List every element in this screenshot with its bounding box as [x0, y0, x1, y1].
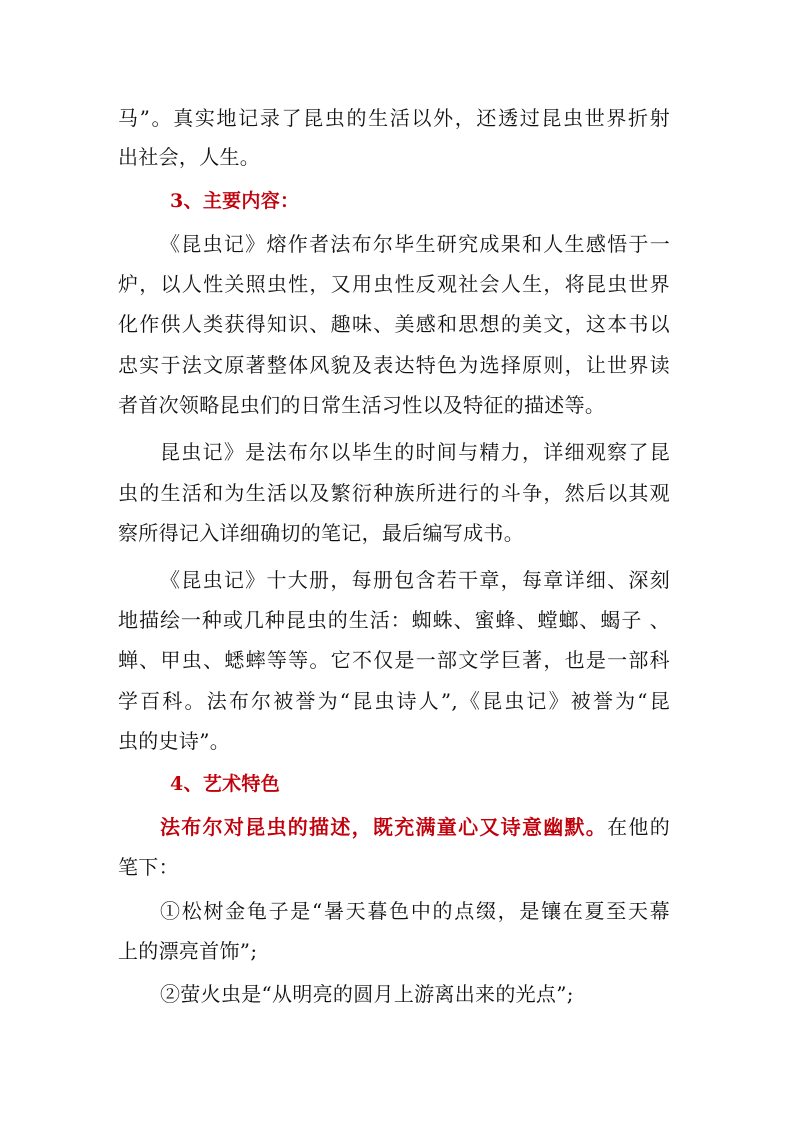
paragraph-2-line-1: 昆虫记》是法布尔以毕生的时间与精力，详细观察了昆: [160, 440, 670, 464]
paragraph-1-line-3: 化作供人类获得知识、趣味、美感和思想的美文，这本书以: [118, 312, 670, 336]
paragraph-1-line-2: 炉，以人性关照虫性，又用虫性反观社会人生，将昆虫世界: [118, 272, 670, 296]
paragraph-4-line-2: 笔下：: [118, 855, 179, 879]
paragraph-2-line-3: 察所得记入详细确切的笔记，最后编写成书。: [118, 521, 524, 545]
emphasis-text: 法布尔对昆虫的描述，既充满童心又诗意幽默。: [160, 815, 608, 839]
paragraph-3-line-4: 学百科。法布尔被誉为“昆虫诗人”,《昆虫记》被誉为“昆: [118, 689, 670, 713]
paragraph-3-line-3: 蝉、甲虫、蟋蟀等等。它不仅是一部文学巨著，也是一部科: [118, 648, 670, 672]
paragraph-4-tail: 在他的: [607, 815, 670, 839]
paragraph-1-line-4: 忠实于法文原著整体风貌及表达特色为选择原则，让世界读: [118, 353, 670, 377]
paragraph-2-line-2: 虫的生活和为生活以及繁衍种族所进行的斗争，然后以其观: [118, 481, 670, 505]
list-item-1-line-2: 上的漂亮首饰”;: [118, 939, 258, 963]
intro-line-1: 马”。真实地记录了昆虫的生活以外，还透过昆虫世界折射: [118, 106, 670, 130]
paragraph-4-line-1: [160, 815, 670, 839]
section-heading-3: 3、主要内容：: [170, 190, 300, 212]
intro-line-2: 出社会，人生。: [118, 145, 261, 169]
paragraph-3-line-5: 虫的史诗”。: [118, 729, 231, 753]
section-heading-4: 4、艺术特色: [170, 773, 281, 795]
paragraph-1-line-5: 者首次领略昆虫们的日常生活习性以及特征的描述等。: [118, 393, 606, 417]
list-item-2-line-1: ②萤火虫是“从明亮的圆月上游离出来的光点”;: [160, 982, 574, 1006]
paragraph-1-line-1: 《昆虫记》熔作者法布尔毕生研究成果和人生感悟于一: [160, 232, 670, 256]
paragraph-3-line-1: 《昆虫记》十大册，每册包含若干章，每章详细、深刻: [160, 568, 670, 592]
list-item-1-line-1: ①松树金龟子是“暑天暮色中的点缀，是镶在夏至天幕: [160, 899, 670, 923]
paragraph-3-line-2: 地描绘一种或几种昆虫的生活：蜘蛛、蜜蜂、螳螂、蝎子 、: [118, 608, 670, 632]
